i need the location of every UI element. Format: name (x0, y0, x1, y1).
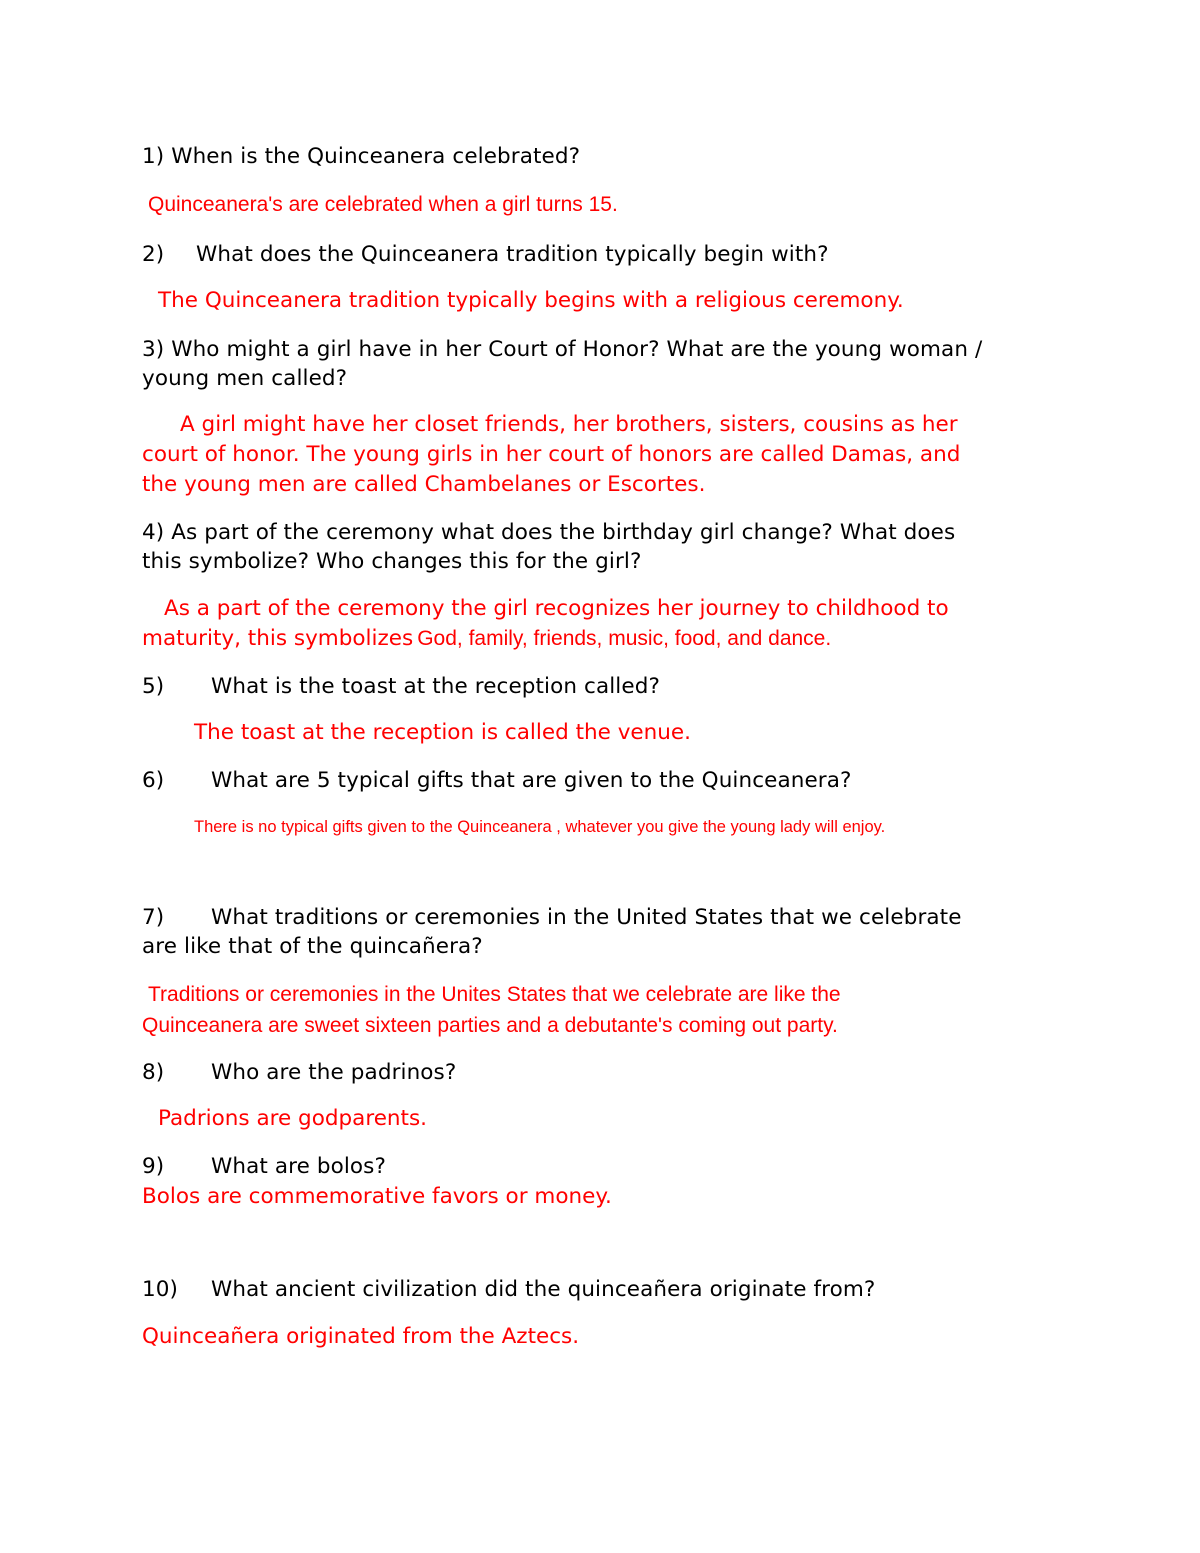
answer-2: The Quinceanera tradition typically begins with a religious ceremony. (158, 288, 904, 313)
answer-10: Quinceañera originated from the Aztecs. (142, 1324, 580, 1349)
question-number: 9) (142, 1154, 165, 1179)
question-text: When is the Quinceanera celebrated? (171, 144, 581, 169)
question-number: 10) (142, 1277, 179, 1302)
question-text: As part of the ceremony what does the birthday girl change? What does (171, 520, 956, 545)
question-6 (142, 768, 852, 793)
question-10 (142, 1277, 875, 1302)
question-8 (142, 1060, 456, 1085)
answer-3-line-3: the young men are called Chambelanes or Escortes. (142, 472, 706, 497)
question-4-line-2: this symbolize? Who changes this for the girl? (142, 549, 642, 574)
question-text: What ancient civilization did the quinceañera originate from? (211, 1277, 876, 1302)
question-text: What traditions or ceremonies in the United States that we celebrate (211, 905, 962, 930)
question-7-line-1 (142, 905, 962, 930)
question-7-line-2: are like that of the quincañera? (142, 934, 483, 959)
question-text: What does the Quinceanera tradition typically begin with? (196, 242, 829, 267)
answer-7-line-1: Traditions or ceremonies in the Unites States that we celebrate are like the (148, 983, 841, 1006)
answer-4-line-1: As a part of the ceremony the girl recognizes her journey to childhood to (164, 596, 949, 621)
question-3-line-1 (142, 337, 982, 362)
answer-8: Padrions are godparents. (158, 1106, 428, 1131)
question-number: 2) (142, 242, 165, 267)
question-number: 3) (142, 337, 165, 362)
question-number: 7) (142, 905, 165, 930)
answer-1: Quinceanera's are celebrated when a girl turns 15. (148, 193, 618, 216)
question-2 (142, 242, 829, 267)
question-text: What is the toast at the reception called? (211, 674, 660, 699)
answer-5: The toast at the reception is called the venue. (194, 720, 691, 745)
question-number: 4) (142, 520, 165, 545)
question-number: 8) (142, 1060, 165, 1085)
question-number: 1) (142, 144, 165, 169)
question-5 (142, 674, 660, 699)
answer-4-line-2 (142, 626, 831, 651)
answer-6: There is no typical gifts given to the Quinceanera , whatever you give the young lady will enjoy. (194, 818, 886, 836)
question-number: 5) (142, 674, 165, 699)
answer-4-part-1: maturity, this symbolizes (142, 626, 414, 651)
answer-4-part-2: God, family, friends, music, food, and dance. (417, 627, 832, 650)
answer-9: Bolos are commemorative favors or money. (142, 1184, 612, 1209)
question-3-line-2: young men called? (142, 366, 348, 391)
question-number: 6) (142, 768, 165, 793)
question-text: What are bolos? (211, 1154, 386, 1179)
question-4-line-1 (142, 520, 955, 545)
answer-7-line-2: Quinceanera are sweet sixteen parties and a debutante's coming out party. (142, 1014, 838, 1037)
question-9 (142, 1154, 386, 1179)
answer-3-line-2: court of honor. The young girls in her court of honors are called Damas, and (142, 442, 961, 467)
answer-3-line-1: A girl might have her closet friends, her brothers, sisters, cousins as her (180, 412, 958, 437)
question-1 (142, 144, 580, 169)
question-text: Who might a girl have in her Court of Honor? What are the young woman / (171, 337, 983, 362)
question-text: What are 5 typical gifts that are given to the Quinceanera? (211, 768, 852, 793)
question-text: Who are the padrinos? (211, 1060, 457, 1085)
